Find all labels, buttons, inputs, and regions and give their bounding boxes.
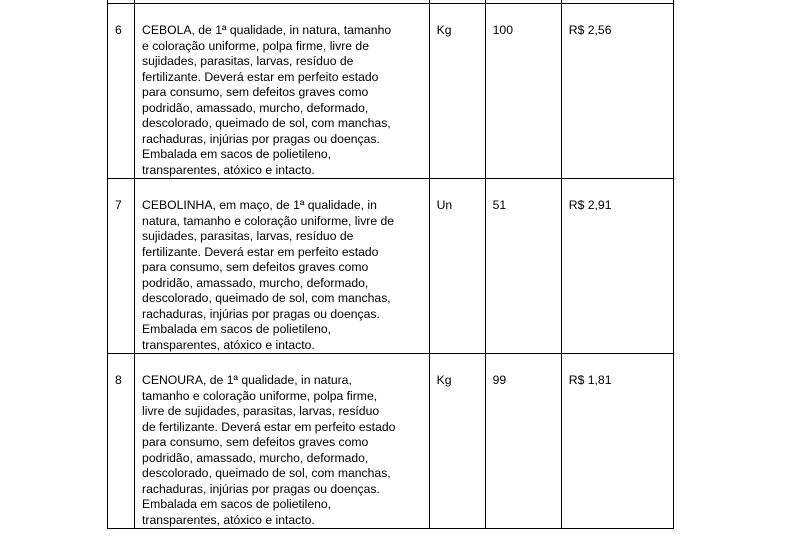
item-unit-cell bbox=[429, 4, 485, 179]
price-table-container bbox=[107, 0, 674, 529]
item-quantity-cell bbox=[485, 354, 561, 529]
item-number-cell bbox=[108, 4, 135, 179]
item-number: 8 bbox=[115, 373, 122, 387]
item-unit: Kg bbox=[436, 23, 452, 37]
item-price: R$ 2,91 bbox=[568, 198, 612, 212]
item-quantity-cell bbox=[485, 179, 561, 354]
table-row bbox=[108, 4, 674, 179]
item-price-cell bbox=[561, 179, 673, 354]
item-description-cell bbox=[135, 179, 430, 354]
item-price-cell bbox=[561, 354, 673, 529]
item-unit-cell bbox=[429, 179, 485, 354]
item-quantity: 100 bbox=[492, 23, 513, 37]
item-number: 7 bbox=[115, 198, 122, 212]
item-number-cell bbox=[108, 354, 135, 529]
table-row bbox=[108, 354, 674, 529]
item-description: CENOURA, de 1ª qualidade, in natura, tamanho e coloração uniforme, polpa firme, livre de sujidades, parasitas, larvas, resíduo de fertilizante. Deverá estar em perfeito estado para consumo, sem defeitos graves como podridão, amassado, murcho, deformado, descolorado, queimado de sol, com manchas, rachaduras, injúrias por pragas ou doenças. Embalada em sacos de polietileno, transparentes, atóxico e intacto. bbox=[142, 373, 396, 527]
item-price-cell bbox=[561, 4, 673, 179]
item-price: R$ 2,56 bbox=[568, 23, 612, 37]
item-number-cell bbox=[108, 179, 135, 354]
item-description: CEBOLINHA, em maço, de 1ª qualidade, in natura, tamanho e coloração uniforme, livre de sujidades, parasitas, larvas, resíduo de fertilizante. Deverá estar em perfeito estado para consumo, sem defeitos graves como podridão, amassado, murcho, deformado, descolorado, queimado de sol, com manchas, rachaduras, injúrias por pragas ou doenças. Embalada em sacos de polietileno, transparentes, atóxico e intacto. bbox=[142, 198, 395, 352]
item-unit: Kg bbox=[436, 373, 452, 387]
item-quantity: 51 bbox=[492, 198, 507, 212]
item-description-cell bbox=[135, 4, 430, 179]
item-quantity: 99 bbox=[492, 373, 507, 387]
item-price: R$ 1,81 bbox=[568, 373, 612, 387]
table-row bbox=[108, 179, 674, 354]
item-description: CEBOLA, de 1ª qualidade, in natura, tamanho e coloração uniforme, polpa firme, livre de sujidades, parasitas, larvas, resíduo de fertilizante. Deverá estar em perfeito estado para consumo, sem defeitos graves como podridão, amassado, murcho, deformado, descolorado, queimado de sol, com manchas, rachaduras, injúrias por pragas ou doenças. Embalada em sacos de polietileno, transparentes, atóxico e intacto. bbox=[142, 23, 392, 177]
item-quantity-cell bbox=[485, 4, 561, 179]
item-unit: Un bbox=[436, 198, 453, 212]
item-number: 6 bbox=[115, 23, 122, 37]
item-unit-cell bbox=[429, 354, 485, 529]
price-table bbox=[107, 0, 674, 529]
item-description-cell bbox=[135, 354, 430, 529]
